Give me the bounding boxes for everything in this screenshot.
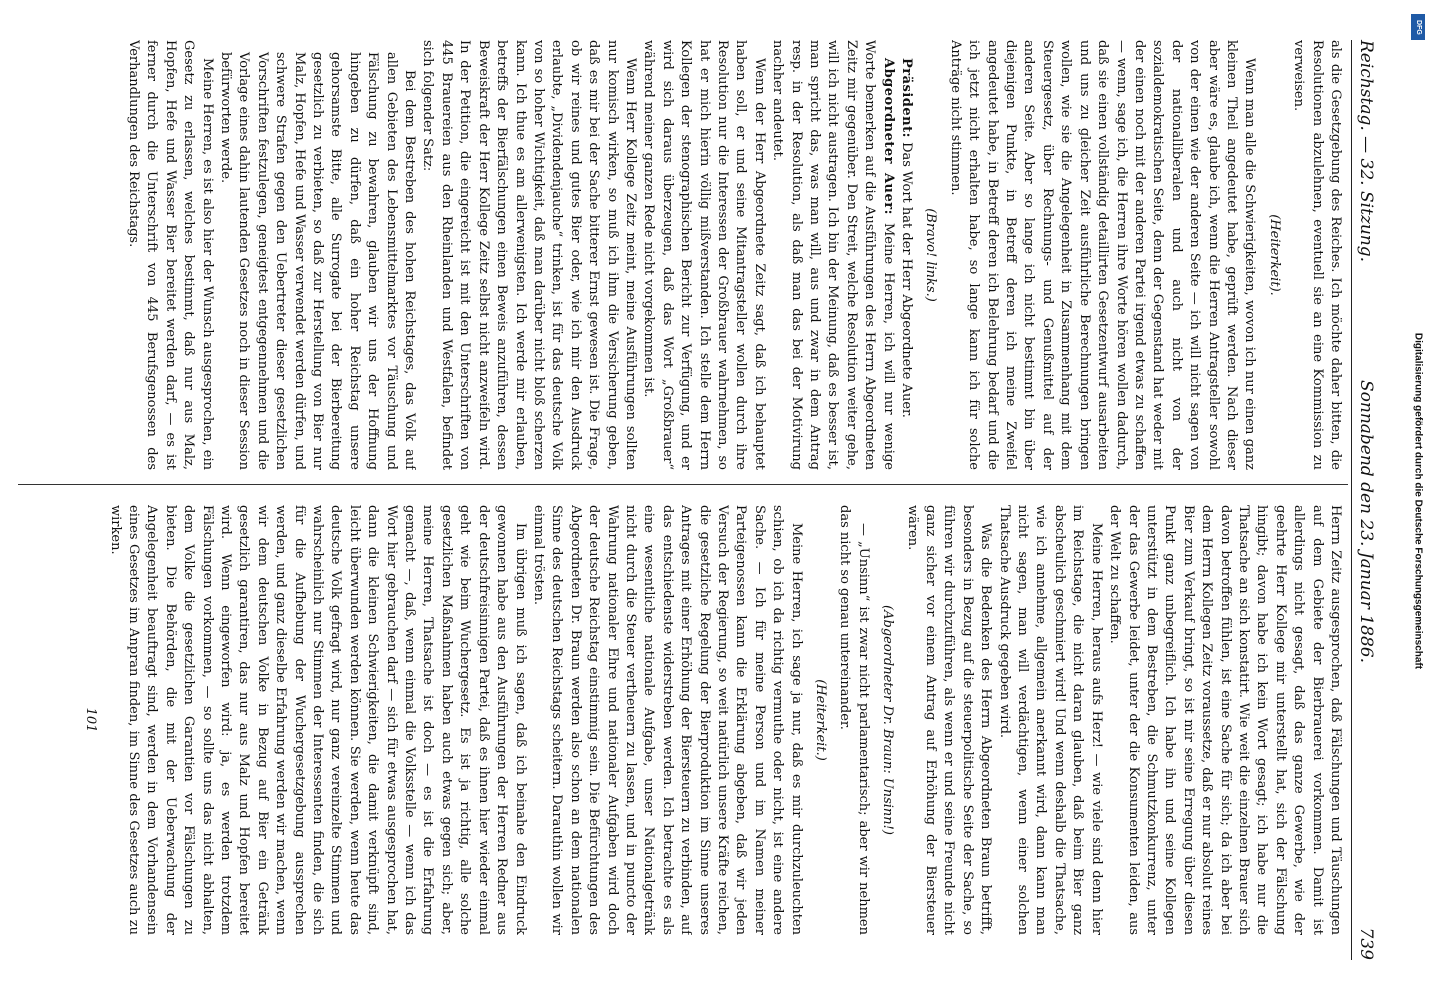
paragraph: Wenn man alle die Schwierigkeiten, wovon ich nur einen ganz kleinen Theil angedeutet habe, geprüft werden. Nach dieser aber wäre es, glaube ich, wenn die Herren Antragsteller sowohl von der einen wie der anderen Seite — ich will nicht sagen von der nationalliberalen und auch nicht von der sozialdemokratischen Seite, denn der Gegenstand hat weder mit der einen noch mit der anderen Partei irgend etwas zu schaffen — wenn, sage ich, die Herren ihre Worte hören wollen dadurch, daß sie einen vollständig detaillirten Gesetzentwurf ausarbeiten und uns zu gleicher Zeit ausführliche Berechnungen bringen wollen, wie sie die Angelegenheit in Zusammenhang mit dem Steuergesetz, über Rechnungs- und Genußmittel auf der anderen Seite. Aber so lange ich nicht bestimmt bin über diejenigen Punkte, in Betreff deren ich meine Zweifel angedeutet habe, in Betreff deren ich Belehrung bedarf und die ich jetzt nicht erhalten habe, so lange kann ich für solche Anträge nicht stimmen.	[947, 40, 1258, 470]
speaker-label: Präsident:	[899, 58, 915, 138]
page-number: 739	[1356, 927, 1376, 960]
paragraph: Wenn der Herr Abgeordnete Zeitz sagt, daß ich behauptet haben soll, er und seine Mitantragsteller wollen durch ihre Resolution nur die Interessen der Großbrauer wahrnehmen, so hat er mich hierin völlig mißverstanden. Ich stelle dem Herrn Kollegen der stenographischen Bericht zur Verfügung, und er wird sich daraus überzeugen, daß das Wort „Großbrauer“ während meiner ganzen Rede nicht vorgekommen ist.	[641, 40, 767, 470]
speaker-name: Abgeordneter Auer:	[880, 58, 896, 215]
paragraph: Herrn Zeitz ausgesprochen, daß Fälschungen und Täuschungen auf dem Gebiete der Bierbrauerei vorkommen. Damit ist allerdings nicht gesagt, daß das ganze Gewerbe, wie der geehrte Herr Kollege mir unterstellt hat, sich der Fälschung hingibt; davon habe ich kein Wort gesagt; ich habe nur die Thatsache an sich konstatirt. Wie weit die einzelnen Brauer sich davon betroffen fühlen, ist eine Sache für sich; da ich aber bei dem Herrn Kollegen Zeitz voraussetze, daß er nur absolut reines Bier zum Verkauf bringt, so ist mir seine Erregung über diesen Punkt ganz unbegreiflich. Ich habe ihn und seine Kollegen unterstützt in dem Bestreben, die Schmutzkonkurrenz, unter der das Gewerbe leidet, unter der die Konsumenten leiden, aus der Welt zu schaffen.	[1107, 505, 1343, 935]
dfg-logo: DFG	[1411, 14, 1425, 40]
paragraph: Wenn Herr Kollege Zeitz meint, meine Ausführungen sollten nur komisch wirken, so muß ich ihm die Versicherung geben, daß es mir bei der Sache bitterer Ernst gewesen ist. Die Frage, ob wir reines und gutes Bier oder, wie ich mir den Ausdruck erlaubte, „Dividendenjauche“ trinken, ist für das deutsche Volk von so hoher Wichtigkeit, daß man darüber nicht bloß scherzen kann. Ich thue es am allerwenigsten. Ich werde mir erlauben, betreffs der Bierfälschungen einen Beweis anzuführen, dessen Beweiskraft der Herr Kollege Zeitz selbst nicht anzweifeln wird. In der Petition, die eingereicht ist mit den Unterschriften von 445 Brauereien aus den Rheinlanden und Westfalen, befindet sich folgender Satz:	[420, 40, 638, 470]
header-date: Sonnabend den 23. Januar 1886.	[1356, 380, 1376, 664]
paragraph: Was die Bedenken des Herrn Abgeordneten Braun betrifft, besonders in Bezug auf die steuerpolitische Seite der Sache, so führen wir durchzuführen, als wenn er und seine Freunde nicht ganz sicher vor einem Antrag auf Erhöhung der Biersteuer wären.	[904, 505, 994, 935]
quotation: Bei dem Bestreben des hohen Reichstages, das Volk auf allen Gebieten des Lebensmittelmarktes vor Täuschung und Fälschung zu bewahren, glauben wir uns der Hoffnung hingeben zu dürfen, daß ein hoher Reichstag unsere gehorsamste Bitte, alle Surrogate bei der Bierbereitung gesetzlich zu verbieten, so daß zur Herstellung von Bier nur Malz, Hopfen, Hefe und Wasser verwendet werden dürfen, und schwere Strafen gegen den Uebertreter dieser gesetzlichen Vorschriften festzulegen, geneigtest entgegennehmen und die Vorlage eines dahin lautenden Gesetzes noch in dieser Session befürworten werde.	[218, 52, 418, 470]
credit-text: Digitalisierung gefördert durch die Deutsche Forschungsgemeinschaft	[1412, 332, 1424, 670]
speaker-text: Das Wort hat der Herr Abgeordnete Auer.	[899, 142, 915, 418]
paragraph: Meine Herren, heraus aufs Herz! — wie viele sind denn hier im Reichstage, die nicht daran glauben, daß beim Bier ganz abscheulich geschmiert wird! Und wenn deshalb die Thatsache, wie ich annehme, allgemein anerkannt wird, dann kann man nicht sagen, man will verdächtigen, wenn einer solchen Thatsache Ausdruck gegeben wird.	[996, 505, 1104, 935]
paragraph: — „Unsinn“ ist zwar nicht parlamentarisch; aber wir nehmen das nicht so genau untereinander.	[837, 505, 871, 935]
paragraph: als die Gesetzgebung des Reiches. Ich möchte daher bitten, die Resolutionen abzulehnen, eventuell sie an eine Kommission zu verweisen.	[1291, 40, 1343, 470]
right-column	[24, 505, 1344, 935]
paragraph: Meine Herren, es ist also hier der Wunsch ausgesprochen, ein Gesetz zu erlassen, welches bestimmt, daß nur aus Malz, Hopfen, Hefe und Wasser Bier bereitet werden darf, — es ist ferner durch die Unterschrift von 445 Berufsgenossen des Verhandlungen des Reichstags.	[126, 40, 215, 470]
reaction: (Bravo! links.)	[923, 208, 939, 302]
paragraph: Meine Herren, ich will nur wenige Worte bemerken auf die Ausführungen des Herrn Abgeordneten Zeitz mir gegenüber. Den Streit, welche Resolution weiter gehe, will ich nicht austragen. Ich bin der Meinung, daß es besser ist, man spricht das, was man will, aus und zwar in dem Antrag resp. in der Resolution, als daß man das bei der Motivirung nachher andeutet.	[770, 40, 896, 470]
left-column	[24, 40, 1344, 470]
page-header	[1351, 40, 1378, 960]
reaction: (Heiterkeit.)	[813, 679, 829, 761]
column-divider	[18, 484, 1348, 485]
reaction: (Abgeordneter Dr. Braun: Unsinn!)	[880, 605, 896, 835]
digitization-credit	[1408, 6, 1428, 996]
footer-mark: 101	[83, 707, 99, 733]
paragraph: Im übrigen muß ich sagen, daß ich beinahe den Eindruck gewonnen habe aus den Ausführungen der Herren Redner aus der deutschfreisinnigen Partei, daß es ihnen hier wieder einmal geht wie beim Wuchergesetz. Es ist ja richtig, alle solche gesetzlichen Maßnahmen haben auch etwas gegen sich; aber, meine Herren, Thatsache ist doch — es ist die Erfahrung gemacht —, daß, wenn einmal die Volksstelle — wenn ich das Wort hier gebrauchen darf — sich für etwas ausgesprochen hat, dann die kleinen Schwierigkeiten, die damit verknüpft sind, leicht überwunden werden können. Sie werden, wenn heute das deutsche Volk gefragt wird, nur ganz vereinzelte Stimmen und wahrscheinlich nur Stimmen der Interessenten finden, die sich für die Aufhebung der Wuchergesetzgebung aussprechen werden, und ganz dieselbe Erfahrung werden wir machen, wenn wir dem deutschen Volke in Bezug auf Bier ein Getränk gesetzlich garantiren, das nur aus Malz und Hopfen bereitet wird. Wenn eingeworfen wird: ja, es werden trotzdem Fälschungen vorkommen, — so sollte uns das nicht abhalten, dem Volke die gesetzlichen Garantien vor Fälschungen zu bieten. Die Behörden, die mit der Ueberwachung der Angelegenheit beauftragt sind, werden in dem Vorhandensein eines Gesetzes im Anpran finden, im Sinne des Gesetzes auch zu wirken.	[107, 505, 528, 935]
reaction: (Heiterkeit).	[1266, 214, 1282, 296]
header-title: Reichstag. — 32. Sitzung.	[1356, 40, 1376, 263]
paragraph: Meine Herren, ich sage ja nur, daß es mir durchzuleuchten schien, ob ich da richtig vermuthe oder nicht, ist eine andere Sache. — Ich für meine Person und im Namen meiner Parteigenossen kann die Erklärung abgeben, daß wir jeden Versuch der Regierung, so weit natürlich unsere Kräfte reichen, die gesetzliche Regelung der Bierproduktion im Sinne unseres Antrages mit einer Erhöhung der Biersteuern zu verbinden, auf das entschiedenste widerstreben werden. Ich betrachte es als eine wesentliche nationale Aufgabe, unser Nationalgetränk nicht durch die Steuer vertheuern zu lassen, und in puncto der Wahrung nationaler Ehre und nationaler Aufgaben wird doch der deutsche Reichstag einstimmig sein. Die Befürchtungen des Abgeordneten Dr. Braun werden also schon an dem nationalen Sinne des deutschen Reichstags scheitern. Darauthin wollen wir einmal trösten.	[530, 505, 804, 935]
